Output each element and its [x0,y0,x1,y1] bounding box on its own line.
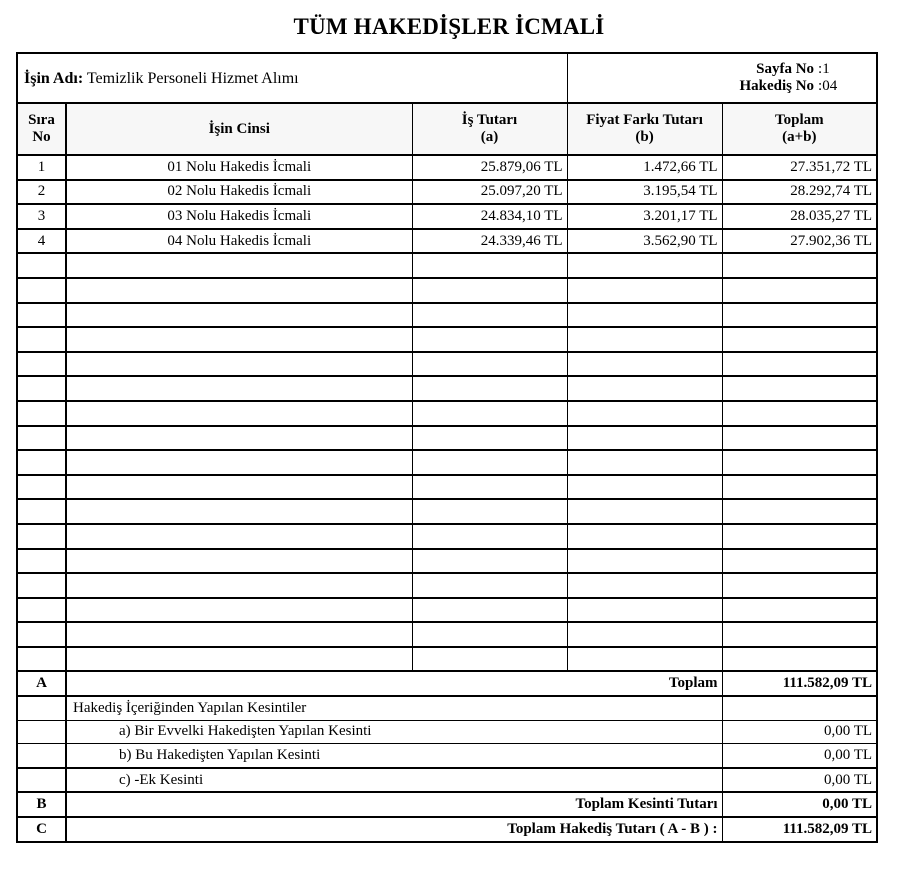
toplam-cell [722,647,877,672]
is-tutari-cell [412,598,567,623]
isin-cinsi-cell: 01 Nolu Hakedis İcmali [66,155,412,180]
kesinti-b-text: b) Bu Hakedişten Yapılan Kesinti [66,744,722,768]
sira-no-cell [17,278,66,303]
sira-no-cell: 2 [17,180,66,205]
kesinti-a-row [17,720,877,744]
toplam-cell [722,426,877,451]
fiyat-farki-cell [567,524,722,549]
toplam-cell [722,327,877,352]
isin-cinsi-cell [66,401,412,426]
table-row [17,204,877,229]
isin-cinsi-cell [66,549,412,574]
col-header-toplam [722,103,877,155]
is-tutari-cell [412,573,567,598]
fiyat-farki-cell [567,278,722,303]
isin-adi-label: İşin Adı: [24,69,84,87]
sira-no-cell [17,647,66,672]
kesinti-b-label [17,744,66,768]
sira-no-cell: 4 [17,229,66,254]
sira-no-cell [17,303,66,328]
fiyat-farki-cell [567,622,722,647]
col-header-isin-cinsi: İşin Cinsi [66,103,412,155]
fiyat-farki-cell [567,475,722,500]
isin-cinsi-cell: 04 Nolu Hakedis İcmali [66,229,412,254]
kesintiler-heading-label [17,696,66,720]
sira-no-cell [17,573,66,598]
empty-table-row [17,401,877,426]
is-tutari-cell [412,647,567,672]
isin-cinsi-cell [66,475,412,500]
summary-b-value: 0,00 TL [722,792,877,817]
empty-table-row [17,549,877,574]
kesinti-a-value: 0,00 TL [722,720,877,744]
summary-row-b [17,792,877,817]
kesinti-b-row [17,744,877,768]
fiyat-farki-cell [567,327,722,352]
toplam-cell [722,524,877,549]
hakedis-icmal-table [16,52,878,843]
sira-no-cell [17,475,66,500]
col-header-toplam-line2: (a+b) [782,129,817,145]
summary-a-text: Toplam [66,671,722,696]
col-header-toplam-line1: Toplam [774,112,824,128]
fiyat-farki-cell [567,376,722,401]
isin-cinsi-cell [66,450,412,475]
empty-table-row [17,253,877,278]
fiyat-farki-cell: 1.472,66 TL [567,155,722,180]
fiyat-farki-cell [567,303,722,328]
empty-table-row [17,598,877,623]
empty-table-row [17,327,877,352]
is-tutari-cell [412,278,567,303]
page-meta-cell [567,53,877,103]
empty-table-row [17,426,877,451]
hakedis-no-label: Hakediş No [739,78,815,94]
summary-row-c [17,817,877,842]
fiyat-farki-cell: 3.201,17 TL [567,204,722,229]
empty-table-row [17,499,877,524]
sira-no-cell [17,253,66,278]
kesinti-c-label [17,768,66,793]
empty-table-row [17,352,877,377]
sira-no-cell [17,376,66,401]
table-row [17,229,877,254]
summary-b-text: Toplam Kesinti Tutarı [66,792,722,817]
is-tutari-cell [412,524,567,549]
toplam-cell: 27.902,36 TL [722,229,877,254]
kesinti-c-text: c) -Ek Kesinti [66,768,722,793]
fiyat-farki-cell: 3.562,90 TL [567,229,722,254]
isin-cinsi-cell [66,376,412,401]
kesinti-c-value: 0,00 TL [722,768,877,793]
empty-table-row [17,647,877,672]
summary-c-label: C [17,817,66,842]
sira-no-cell [17,352,66,377]
col-header-is-tutari [412,103,567,155]
sira-no-cell [17,327,66,352]
kesinti-b-value: 0,00 TL [722,744,877,768]
hakedis-no-value: :04 [818,78,838,94]
toplam-cell [722,598,877,623]
sira-no-cell [17,499,66,524]
header-info-row [17,53,877,103]
summary-c-text: Toplam Hakediş Tutarı ( A - B ) : [66,817,722,842]
col-header-is-tutari-line1: İş Tutarı [461,112,518,128]
sira-no-cell [17,401,66,426]
is-tutari-cell: 25.097,20 TL [412,180,567,205]
kesinti-c-row [17,768,877,793]
sira-no-cell: 3 [17,204,66,229]
sira-no-cell: 1 [17,155,66,180]
is-tutari-cell [412,475,567,500]
sira-no-cell [17,622,66,647]
fiyat-farki-cell [567,253,722,278]
table-row [17,155,877,180]
is-tutari-cell [412,549,567,574]
empty-table-row [17,622,877,647]
fiyat-farki-cell: 3.195,54 TL [567,180,722,205]
isin-cinsi-cell [66,524,412,549]
toplam-cell [722,622,877,647]
toplam-cell [722,573,877,598]
is-tutari-cell: 24.339,46 TL [412,229,567,254]
isin-cinsi-cell [66,253,412,278]
isin-adi-cell [17,53,567,103]
toplam-cell [722,401,877,426]
isin-cinsi-cell [66,598,412,623]
empty-table-row [17,278,877,303]
empty-table-row [17,524,877,549]
is-tutari-cell: 25.879,06 TL [412,155,567,180]
sayfa-no-label: Sayfa No [756,61,815,77]
empty-table-row [17,376,877,401]
summary-row-a [17,671,877,696]
toplam-cell [722,450,877,475]
col-header-fiyat-farki-line2: (b) [635,129,654,145]
toplam-cell: 28.035,27 TL [722,204,877,229]
isin-cinsi-cell [66,499,412,524]
kesintiler-heading-text: Hakediş İçeriğinden Yapılan Kesintiler [66,696,722,720]
fiyat-farki-cell [567,647,722,672]
sayfa-no-value: :1 [818,61,830,77]
is-tutari-cell [412,401,567,426]
is-tutari-cell [412,622,567,647]
toplam-cell [722,303,877,328]
is-tutari-cell: 24.834,10 TL [412,204,567,229]
isin-cinsi-cell [66,303,412,328]
sira-no-cell [17,598,66,623]
sira-no-cell [17,524,66,549]
fiyat-farki-cell [567,549,722,574]
column-header-row [17,103,877,155]
is-tutari-cell [412,352,567,377]
fiyat-farki-cell [567,573,722,598]
col-header-sira-no-line1: Sıra [28,112,55,128]
fiyat-farki-cell [567,401,722,426]
isin-cinsi-cell: 03 Nolu Hakedis İcmali [66,204,412,229]
isin-cinsi-cell [66,352,412,377]
kesintiler-heading-value [722,696,877,720]
summary-a-label: A [17,671,66,696]
sira-no-cell [17,450,66,475]
col-header-is-tutari-line2: (a) [480,129,499,145]
col-header-fiyat-farki-line1: Fiyat Farkı Tutarı [586,112,703,128]
fiyat-farki-cell [567,450,722,475]
col-header-sira-no [17,103,66,155]
toplam-cell [722,253,877,278]
summary-a-value: 111.582,09 TL [722,671,877,696]
sira-no-cell [17,426,66,451]
summary-c-value: 111.582,09 TL [722,817,877,842]
empty-table-row [17,475,877,500]
isin-cinsi-cell [66,647,412,672]
is-tutari-cell [412,499,567,524]
summary-b-label: B [17,792,66,817]
fiyat-farki-cell [567,499,722,524]
is-tutari-cell [412,426,567,451]
fiyat-farki-cell [567,598,722,623]
toplam-cell: 27.351,72 TL [722,155,877,180]
isin-cinsi-cell [66,278,412,303]
fiyat-farki-cell [567,352,722,377]
sira-no-cell [17,549,66,574]
toplam-cell [722,376,877,401]
fiyat-farki-cell [567,426,722,451]
isin-cinsi-cell [66,426,412,451]
col-header-sira-no-line2: No [32,129,51,145]
empty-table-row [17,303,877,328]
document-title: TÜM HAKEDİŞLER İCMALİ [293,14,605,39]
is-tutari-cell [412,450,567,475]
isin-adi-value: Temizlik Personeli Hizmet Alımı [86,69,299,87]
toplam-cell [722,278,877,303]
isin-cinsi-cell [66,573,412,598]
is-tutari-cell [412,303,567,328]
empty-table-row [17,573,877,598]
empty-table-row [17,450,877,475]
toplam-cell [722,475,877,500]
kesinti-a-text: a) Bir Evvelki Hakedişten Yapılan Kesinti [66,720,722,744]
isin-cinsi-cell: 02 Nolu Hakedis İcmali [66,180,412,205]
kesinti-a-label [17,720,66,744]
isin-cinsi-cell [66,327,412,352]
toplam-cell: 28.292,74 TL [722,180,877,205]
is-tutari-cell [412,327,567,352]
col-header-fiyat-farki [567,103,722,155]
is-tutari-cell [412,376,567,401]
kesintiler-heading-row [17,696,877,720]
is-tutari-cell [412,253,567,278]
table-row [17,180,877,205]
toplam-cell [722,352,877,377]
toplam-cell [722,499,877,524]
toplam-cell [722,549,877,574]
isin-cinsi-cell [66,622,412,647]
